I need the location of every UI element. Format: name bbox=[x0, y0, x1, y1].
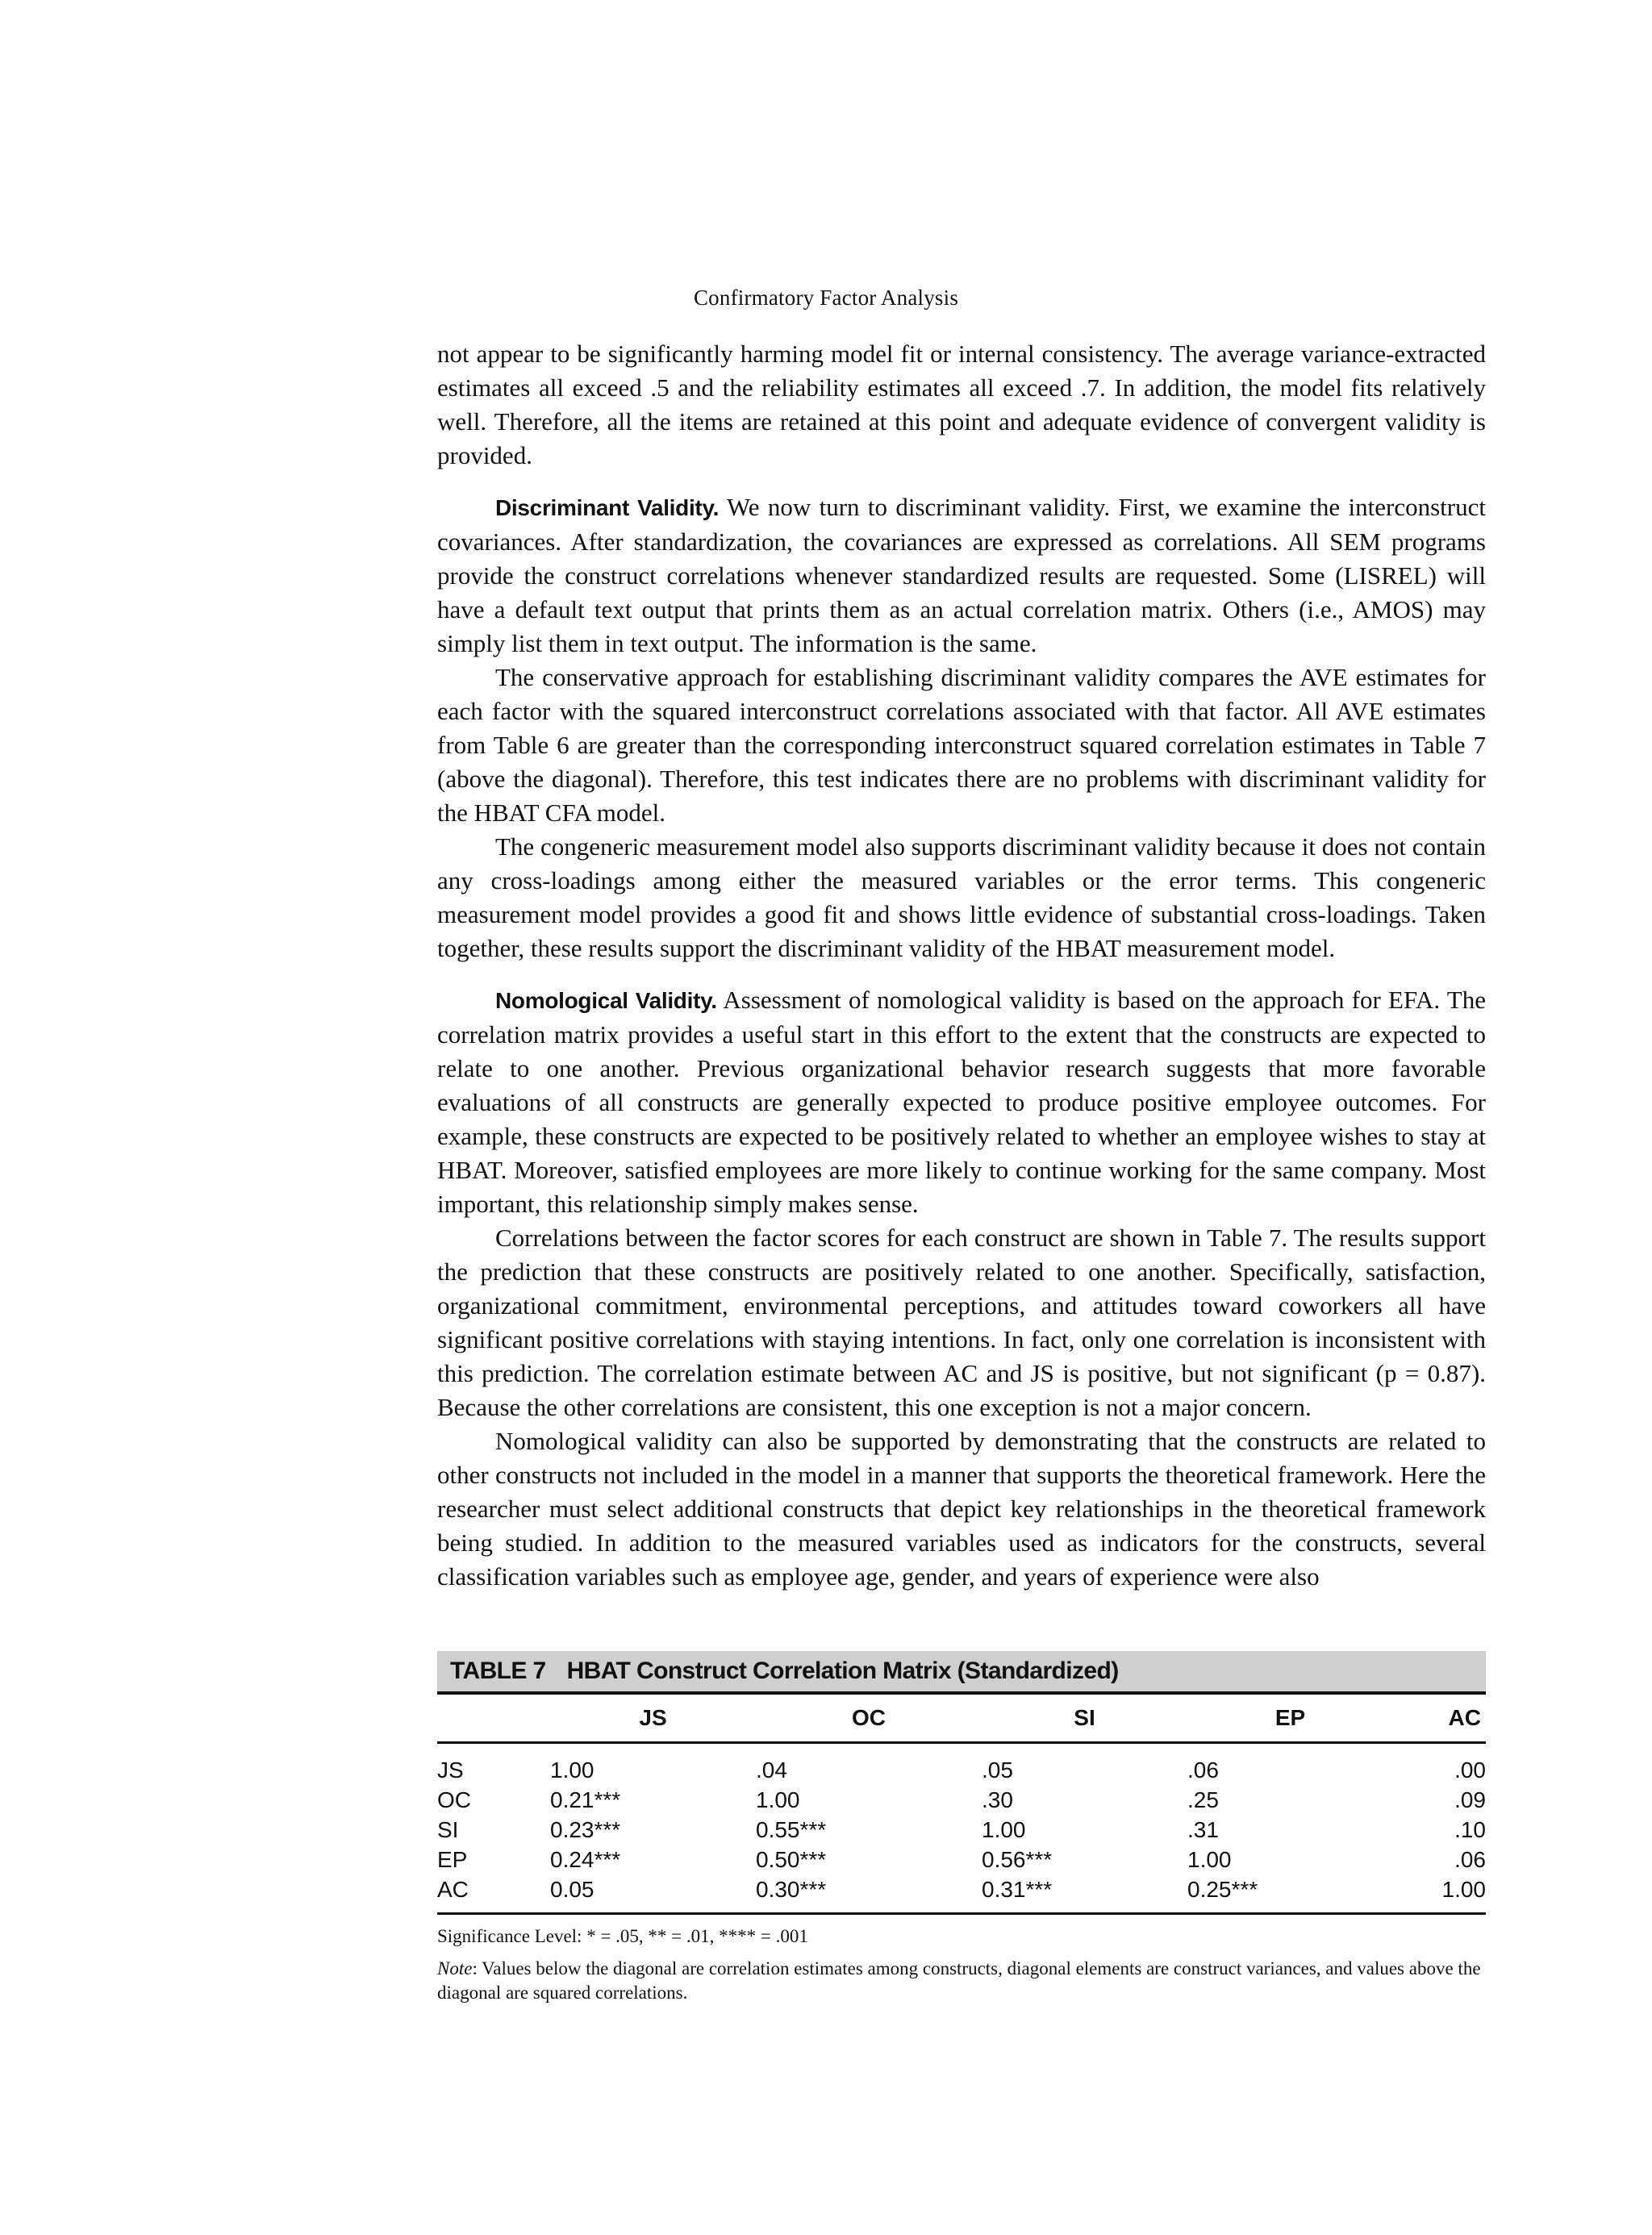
table-cell: .31 bbox=[1187, 1816, 1219, 1842]
table-row bbox=[437, 1845, 1486, 1874]
paragraph-continuation: not appear to be significantly harming model fit or internal consistency. The average variance-extracted estimates all exceed .5 and the reliability estimates all exceed .7. In addition, the model fits relatively well. Therefore, all the items are retained at this point and adequate evidence of convergent validity is provided. bbox=[437, 340, 1486, 469]
note-label: Note bbox=[437, 1958, 473, 1979]
table-cell: 0.24*** bbox=[550, 1846, 621, 1872]
table-header-row bbox=[437, 1695, 1486, 1743]
column-header: EP bbox=[1187, 1695, 1393, 1743]
table-cell: .05 bbox=[982, 1757, 1013, 1783]
table-cell: .10 bbox=[1454, 1816, 1486, 1842]
section-heading-discriminant-validity: Discriminant Validity. bbox=[495, 495, 720, 520]
significance-level-footnote: Significance Level: * = .05, ** = .01, **** = .001 bbox=[437, 1926, 808, 1946]
table-caption bbox=[437, 1651, 1486, 1695]
paragraph-text: Assessment of nomological validity is based on the approach for EFA. The correlation matrix provides a useful start in this effort to the extent that the constructs are expected to relate to one another. Previous organizational behavior research suggests that more favorable evaluations of all constructs are generally expected to produce positive employee outcomes. For example, these constructs are expected to be positively related to whether an employee wishes to stay at HBAT. Moreover, satisfied employees are more likely to continue working for the same company. Most important, this relationship simply makes sense. bbox=[437, 986, 1486, 1218]
column-header: SI bbox=[982, 1695, 1187, 1743]
table-cell: 1.00 bbox=[550, 1757, 594, 1783]
table-row bbox=[437, 1815, 1486, 1845]
table-cell: .25 bbox=[1187, 1787, 1219, 1812]
paragraph-nomological-validity bbox=[437, 983, 1486, 1221]
table-cell: 1.00 bbox=[756, 1787, 800, 1812]
paragraph-factor-score-correlations: Correlations between the factor scores for each construct are shown in Table 7. The results support the prediction that these constructs are positively related to one another. Specifically, satisfaction, organizational commitment, environmental perceptions, and attitudes toward coworkers all have significant positive correlations with staying intentions. In fact, only one correlation is inconsistent with this prediction. The correlation estimate between AC and JS is positive, but not significant (p = 0.87). Because the other correlations are consistent, this one exception is not a major concern. bbox=[437, 1224, 1486, 1421]
table-cell: .00 bbox=[1454, 1757, 1486, 1783]
table-cell: 1.00 bbox=[982, 1816, 1026, 1842]
paragraph-discriminant-validity bbox=[437, 490, 1486, 661]
table-row bbox=[437, 1874, 1486, 1914]
table-7 bbox=[437, 1651, 1486, 2005]
column-header: AC bbox=[1393, 1695, 1486, 1743]
body-text bbox=[437, 337, 1486, 1594]
table-cell: 1.00 bbox=[1187, 1846, 1232, 1872]
running-head: Confirmatory Factor Analysis bbox=[693, 286, 959, 310]
table-row bbox=[437, 1785, 1486, 1815]
paragraph-ave-comparison: The conservative approach for establishing discriminant validity compares the AVE estimates for each factor with the squared interconstruct correlations associated with that factor. All AVE estimates from Table 6 are greater than the corresponding interconstruct squared correlation estimates in Table 7 (above the diagonal). Therefore, this test indicates there are no problems with discriminant validity for the HBAT CFA model. bbox=[437, 663, 1486, 827]
correlation-matrix bbox=[437, 1695, 1486, 1915]
row-label: SI bbox=[437, 1816, 459, 1842]
table-cell: 0.56*** bbox=[982, 1846, 1053, 1872]
row-label: OC bbox=[437, 1787, 471, 1812]
row-label: EP bbox=[437, 1846, 468, 1872]
table-cell: 0.23*** bbox=[550, 1816, 621, 1842]
row-label: JS bbox=[437, 1757, 464, 1783]
table-label: TABLE 7 bbox=[450, 1657, 546, 1684]
table-cell: 0.21*** bbox=[550, 1787, 621, 1812]
table-cell: 0.55*** bbox=[756, 1816, 827, 1842]
table-cell: 0.31*** bbox=[982, 1874, 1187, 1914]
table-cell: 0.05 bbox=[550, 1874, 756, 1914]
table-cell: .30 bbox=[982, 1787, 1013, 1812]
table-cell: .06 bbox=[1454, 1846, 1486, 1872]
note-text: : Values below the diagonal are correlation estimates among constructs, diagonal elements are construct variances, and values above the diagonal are squared correlations. bbox=[437, 1958, 1481, 2003]
column-header: JS bbox=[550, 1695, 756, 1743]
paragraph-congeneric-model: The congeneric measurement model also supports discriminant validity because it does not contain any cross-loadings among either the measured variables or the error terms. This congeneric measurement model provides a good fit and shows little evidence of substantial cross-loadings. Taken together, these results support the discriminant validity of the HBAT measurement model. bbox=[437, 832, 1486, 962]
row-label-header bbox=[437, 1695, 550, 1743]
table-cell: 0.30*** bbox=[756, 1874, 982, 1914]
paragraph-additional-constructs: Nomological validity can also be supported by demonstrating that the constructs are related to other constructs not included in the model in a manner that supports the theoretical framework. Here the researcher must select additional constructs that depict key relationships in the theoretical framework being studied. In addition to the measured variables used as indicators for the constructs, several classification variables such as employee age, gender, and years of experience were also bbox=[437, 1427, 1486, 1591]
table-note bbox=[437, 1957, 1486, 2005]
table-cell: .09 bbox=[1454, 1787, 1486, 1812]
column-header: OC bbox=[756, 1695, 982, 1743]
table-cell: 1.00 bbox=[1393, 1874, 1486, 1914]
section-heading-nomological-validity: Nomological Validity. bbox=[495, 988, 717, 1013]
row-label: AC bbox=[437, 1874, 550, 1914]
paragraph-text: We now turn to discriminant validity. First, we examine the interconstruct covariances. After standardization, the covariances are expressed as correlations. All SEM programs provide the construct correlations whenever standardized results are requested. Some (LISREL) will have a default text output that prints them as an actual correlation matrix. Others (i.e., AMOS) may simply list them in text output. The information is the same. bbox=[437, 493, 1486, 657]
table-title: HBAT Construct Correlation Matrix (Standardized) bbox=[566, 1657, 1119, 1684]
table-cell: .06 bbox=[1187, 1757, 1219, 1783]
table-cell: .04 bbox=[756, 1757, 787, 1783]
table-cell: 0.50*** bbox=[756, 1846, 827, 1872]
table-cell: 0.25*** bbox=[1187, 1874, 1393, 1914]
table-row bbox=[437, 1743, 1486, 1786]
